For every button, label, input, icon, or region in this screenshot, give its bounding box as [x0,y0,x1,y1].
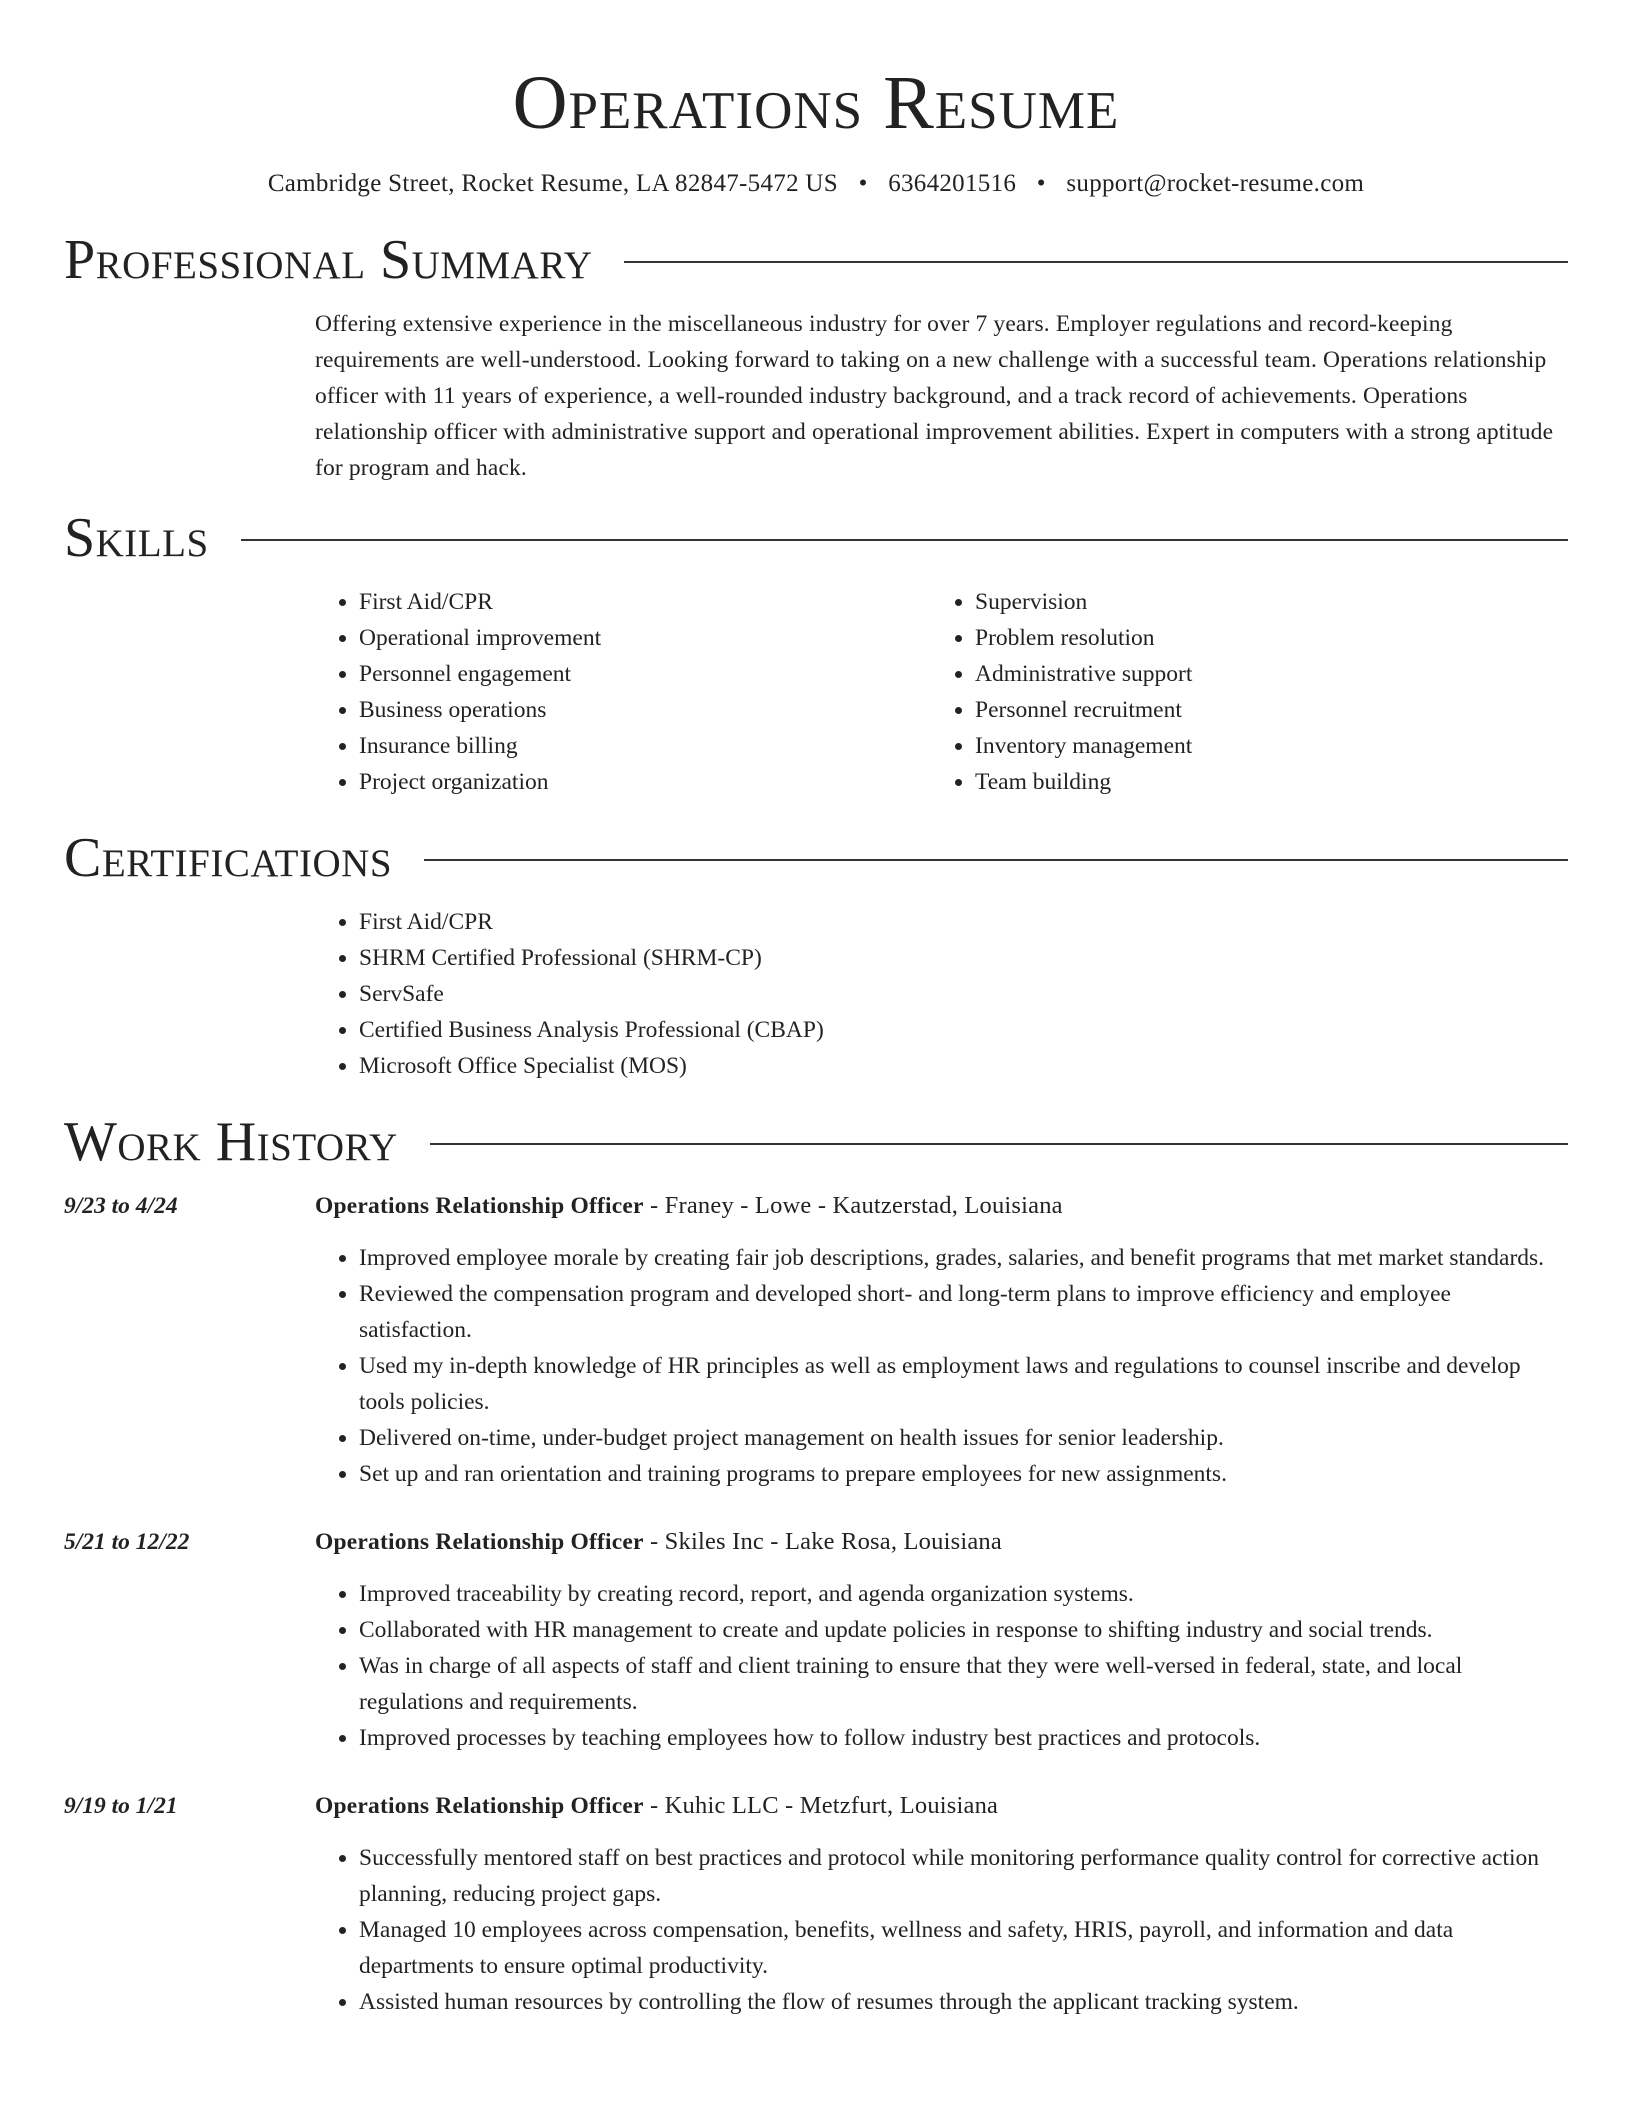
skill-item: • First Aid/CPR [359,584,931,620]
job-bullet: • Reviewed the compensation program and developed short- and long-term plans to improve efficiency and employee satisfaction. [359,1276,1568,1348]
job-bullet: • Set up and ran orientation and training programs to prepare employees for new assignments. [359,1456,1568,1492]
contact-separator: • [1036,170,1046,197]
certification-item: • ServSafe [359,976,1568,1012]
job-bullet: • Delivered on-time, under-budget project management on health issues for senior leadership. [359,1420,1568,1456]
skill-item: • Personnel engagement [359,656,931,692]
skill-item: • Project organization [359,764,931,800]
job-bullet: • Improved traceability by creating record, report, and agenda organization systems. [359,1576,1568,1612]
job-dates: 9/23 to 4/24 [64,1193,178,1219]
job-body [315,1188,1568,1492]
contact-address: Cambridge Street, Rocket Resume, LA 82847-5472 US [267,170,838,197]
summary-text: Offering extensive experience in the miscellaneous industry for over 7 years. Employer regulations and record-keeping requirements are well-understood. Looking forward to taking on a new challenge with a successful team. Operations relationship officer with 11 years of experience, a well-rounded industry background, and a track record of achievements. Operations relationship officer with administrative support and operational improvement abilities. Expert in computers with a strong aptitude for program and hack. [315,311,1554,481]
skill-item: • Insurance billing [359,728,931,764]
skills-column-right [931,584,1547,800]
certification-item: • Certified Business Analysis Professional (CBAP) [359,1012,1568,1048]
section-divider [624,261,1568,263]
skill-item: • Team building [975,764,1547,800]
contact-phone: 6364201516 [888,170,1017,197]
job-bullet: • Collaborated with HR management to create and update policies in response to shifting industry and social trends. [359,1612,1568,1648]
job-bullet: • Managed 10 employees across compensation, benefits, wellness and safety, HRIS, payroll, and information and data departments to ensure optimal productivity. [359,1912,1568,1984]
job-title: Operations Relationship Officer [315,1193,644,1219]
skills-section-header [64,506,1568,570]
skill-item: • Problem resolution [975,620,1547,656]
skill-item: • Personnel recruitment [975,692,1547,728]
work-history-title: Work History [64,1111,398,1173]
skill-item: • Supervision [975,584,1547,620]
job-dates: 5/21 to 12/22 [64,1529,190,1555]
job-heading [315,1788,1568,1824]
work-history-section-header [64,1110,1568,1174]
certifications-section-header [64,826,1568,890]
job-body [315,1524,1568,1756]
job-employer-location: - Kuhic LLC - Metzfurt, Louisiana [643,1792,999,1819]
skill-item: • Inventory management [975,728,1547,764]
job-body [315,1788,1568,2020]
contact-email: support@rocket-resume.com [1066,170,1365,197]
job-entry [64,1524,1568,1756]
summary-title: Professional Summary [64,229,593,291]
section-divider [241,539,1568,541]
job-entry [64,1188,1568,1492]
job-dates: 9/19 to 1/21 [64,1793,178,1819]
certifications-title: Certifications [64,827,393,889]
section-divider [430,1143,1568,1145]
job-bullet: • Used my in-depth knowledge of HR principles as well as employment laws and regulations to counsel inscribe and develop tools policies. [359,1348,1568,1420]
summary-section-header [64,228,1568,292]
job-title: Operations Relationship Officer [315,1529,644,1555]
job-employer-location: - Franey - Lowe - Kautzerstad, Louisiana [643,1192,1063,1219]
certification-item: • SHRM Certified Professional (SHRM-CP) [359,940,1568,976]
job-heading [315,1524,1568,1560]
job-bullet: • Was in charge of all aspects of staff and client training to ensure that they were well-versed in federal, state, and local regulations and requirements. [359,1648,1568,1720]
contact-line [64,168,1568,200]
resume-page [64,0,1568,2020]
certification-item: • First Aid/CPR [359,904,1568,940]
job-title: Operations Relationship Officer [315,1793,644,1819]
job-bullet: • Improved employee morale by creating fair job descriptions, grades, salaries, and benefit programs that met market standards. [359,1240,1568,1276]
resume-title: Operations Resume [512,61,1120,145]
skills-list [315,584,1568,800]
skill-item: • Business operations [359,692,931,728]
skills-column-left [315,584,931,800]
job-employer-location: - Skiles Inc - Lake Rosa, Louisiana [643,1528,1002,1555]
job-heading [315,1188,1568,1224]
job-bullet: • Successfully mentored staff on best practices and protocol while monitoring performance quality control for corrective action planning, reducing project gaps. [359,1840,1568,1912]
certification-item: • Microsoft Office Specialist (MOS) [359,1048,1568,1084]
certifications-list [315,904,1568,1084]
job-bullet: • Improved processes by teaching employees how to follow industry best practices and protocols. [359,1720,1568,1756]
job-entry [64,1788,1568,2020]
skill-item: • Operational improvement [359,620,931,656]
skills-title: Skills [64,507,209,569]
section-divider [424,859,1568,861]
job-bullet: • Assisted human resources by controlling the flow of resumes through the applicant tracking system. [359,1984,1568,2020]
contact-separator: • [858,170,868,197]
skill-item: • Administrative support [975,656,1547,692]
